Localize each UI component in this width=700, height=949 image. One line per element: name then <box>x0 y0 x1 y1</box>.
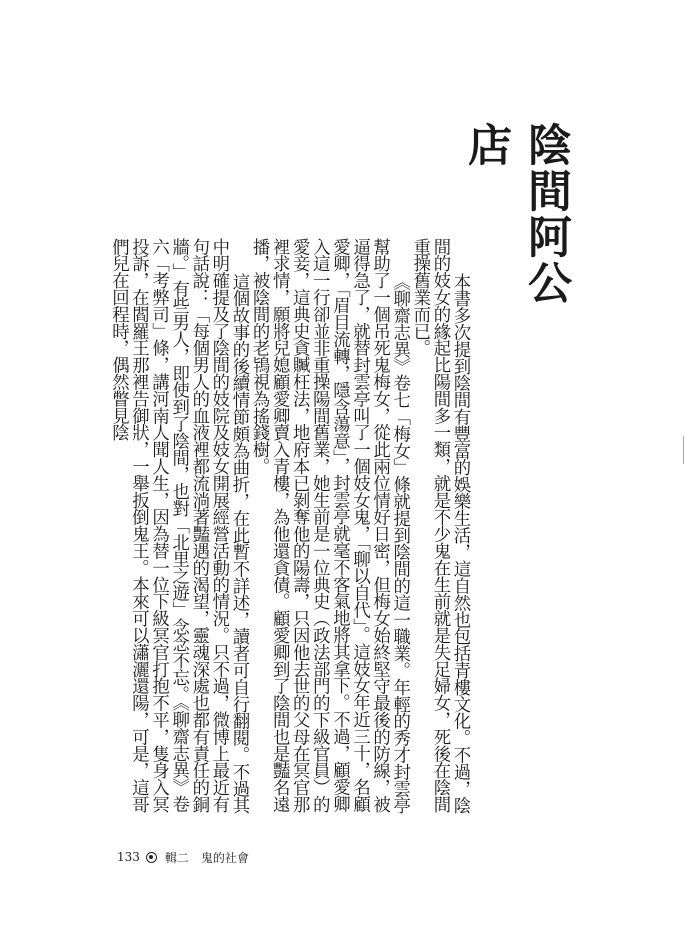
paragraph-1: 本書多次提到陰間有豐富的娛樂生活，這自然也包括青樓文化。不過，陰間的妓女的緣起比陽間多一類，就是不少鬼在生前就是失足婦女，死後在陰間重操舊業而已。 <box>409 238 470 814</box>
body-text <box>108 238 470 816</box>
page-number: 133 <box>117 850 140 864</box>
paragraph-2: 《聊齋志異》卷七「梅女」條就提到陰間的這一職業。年輕的秀才封雲亭幫助了一個吊死鬼梅女，從此兩位情好日密，但梅女始終堅守最後的防線，被逼得急了，就替封雲亭叫了一個妓女鬼，「聊以自代」。這妓女年近三十，名顧愛卿，「眉目流轉，隱含蕩意」，封雲亭就毫不客氣地將其拿下。不過，顧愛卿入這一行卻並非重操陽間舊業，她生前是一位典史（政法部門的下級官員）的愛妾，這典史貪贓枉法，地府本已剝奪他的陽壽，只因他去世的父母在冥官那裡求情，願將兒媳顧愛卿賣入青樓，為他還貪債。顧愛卿到了陰間也是豔名遠播，被陰間的老鴇視為搖錢樹。 <box>249 238 410 814</box>
paragraph-3: 這個故事的後續情節頗為曲折，在此暫不詳述，讀者可自行翻閱。不過其中明確提及了陰間的妓院及妓女開展經營活動的情況。只不過，微博上最近有句話說：「每個男人的血液裡都流淌著豔遇的渴望，靈魂深處也都有責任的銅牆。」有些男人，即使到了陰間，也對「北里之遊」念念不忘。《聊齋志異》卷六「考弊司」條，講河南人聞人生，因為替一位下級冥官打抱不平，隻身入冥投訴，在閻羅王那裡告御狀，一舉扳倒鬼王。本來可以瀟灑還陽，可是，這哥們兒在回程時，偶然瞥見陰 <box>108 238 249 814</box>
page-edge-mark <box>683 436 684 464</box>
chapter-title: 陰間阿公店 <box>460 122 571 306</box>
section-name: 輯二 鬼的社會 <box>164 850 249 865</box>
page-footer <box>117 847 249 867</box>
bullet-icon <box>146 852 157 863</box>
